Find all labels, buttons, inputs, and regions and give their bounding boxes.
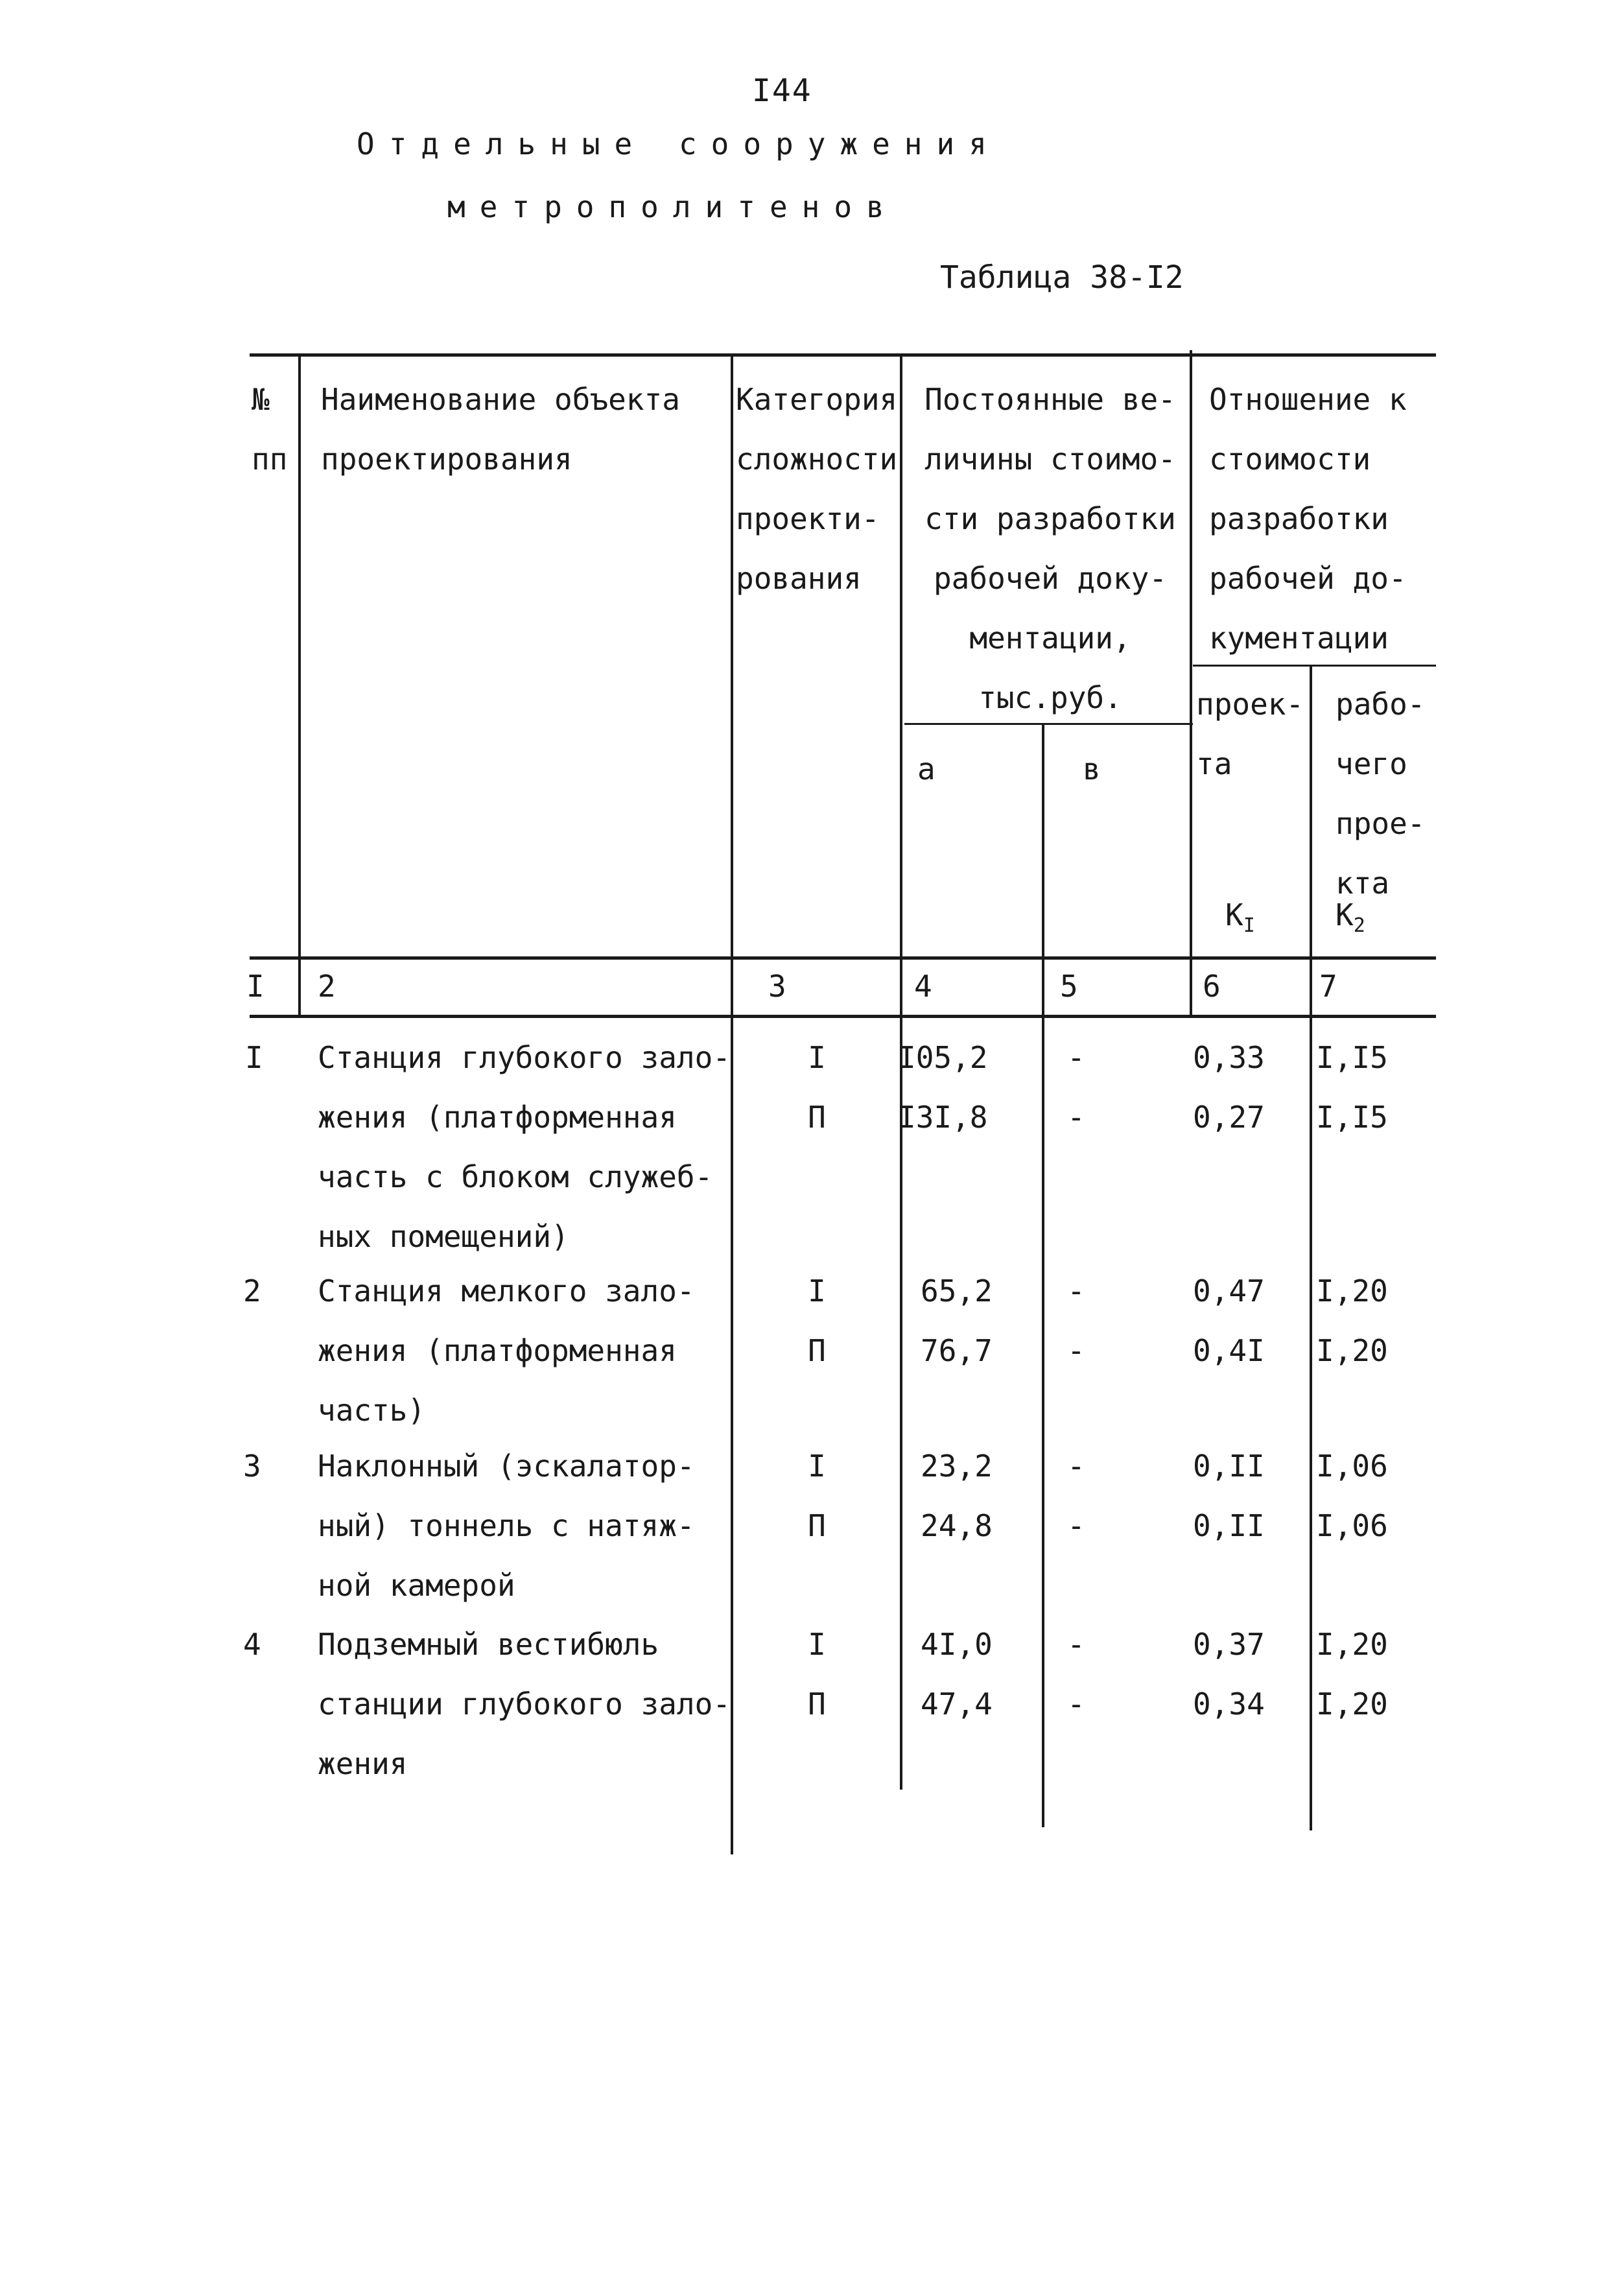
header-cost-a: а (917, 752, 936, 787)
column-numbers-top-rule (250, 956, 1436, 960)
row-4-name: Подземный вестибюль станции глубокого зало- жения (318, 1627, 731, 1781)
row-1-cost-b: - - (1067, 1040, 1085, 1135)
column-number-2: 2 (318, 969, 336, 1004)
row-2-k1: 0,47 0,4I (1193, 1273, 1265, 1368)
header-num: № пп (252, 382, 288, 477)
heading-line-2: метрополитенов (447, 189, 899, 224)
row-2-cost-b: - - (1067, 1273, 1085, 1368)
column-number-1: I (246, 969, 265, 1004)
page-number: I44 (752, 73, 812, 109)
row-3-name: Наклонный (эскалатор- ный) тоннель с натяж- ной камерой (318, 1449, 695, 1603)
row-2-cost-a: 65,2 76,7 (921, 1273, 993, 1368)
header-ratio-k1: проек- та (1196, 687, 1304, 781)
row-3-k2: I,06 I,06 (1316, 1449, 1388, 1543)
row-3-num: 3 (243, 1449, 261, 1484)
row-4-num: 4 (243, 1627, 261, 1662)
row-4-k2: I,20 I,20 (1316, 1627, 1388, 1722)
row-1-k2: I,I5 I,I5 (1316, 1040, 1388, 1135)
row-2-k2: I,20 I,20 (1316, 1273, 1388, 1368)
header-ratio: Отношение к стоимости разработки рабочей до- кументации (1209, 382, 1407, 656)
table-top-rule (250, 353, 1436, 357)
column-number-7: 7 (1319, 969, 1337, 1004)
row-2-category: I П (808, 1273, 826, 1368)
row-1-num: I (245, 1040, 263, 1075)
row-3-cost-a: 23,2 24,8 (921, 1449, 993, 1543)
column-number-4: 4 (914, 969, 932, 1004)
row-2-name: Станция мелкого зало- жения (платформенная часть) (318, 1273, 695, 1428)
row-3-category: I П (808, 1449, 826, 1543)
column-divider-4 (1042, 725, 1044, 1827)
row-4-category: I П (808, 1627, 826, 1722)
header-k2-symbol: $К_2$ (1336, 897, 1365, 938)
row-4-cost-b: - - (1067, 1627, 1085, 1722)
table-label: Таблица 38-I2 (940, 259, 1184, 296)
row-4-cost-a: 4I,0 47,4 (921, 1627, 993, 1722)
row-2-num: 2 (243, 1273, 261, 1308)
header-constant-cost: Постоянные ве- личины стоимо- сти разработки рабочей доку- ментации, тыс.руб. (924, 382, 1176, 715)
column-number-3: 3 (768, 969, 786, 1004)
column-divider-6 (1310, 667, 1312, 1830)
column-divider-2 (731, 357, 733, 1854)
header-k1-symbol: $К_I$ (1225, 897, 1255, 938)
row-4-k1: 0,37 0,34 (1193, 1627, 1265, 1722)
row-3-cost-b: - - (1067, 1449, 1085, 1543)
column-number-5: 5 (1060, 969, 1078, 1004)
row-1-category: I П (808, 1040, 826, 1135)
row-1-k1: 0,33 0,27 (1193, 1040, 1265, 1135)
heading-line-1: Отдельные сооружения (357, 126, 1001, 161)
header-category: Категория сложности проекти- рования (736, 382, 898, 596)
column-number-6: 6 (1203, 969, 1221, 1004)
row-3-k1: 0,II 0,II (1193, 1449, 1265, 1543)
header-cost-b: в (1083, 752, 1101, 787)
column-divider-1 (298, 357, 301, 1015)
column-numbers-bottom-rule (250, 1015, 1436, 1018)
row-1-cost-a: I05,2 I3I,8 (898, 1040, 988, 1135)
header-name: Наименование объекта проектирования (321, 382, 680, 477)
row-1-name: Станция глубокого зало- жения (платформенная часть с блоком служеб- ных помещений) (318, 1040, 731, 1254)
header-ratio-k2: рабо- чего прое- кта (1336, 687, 1426, 901)
